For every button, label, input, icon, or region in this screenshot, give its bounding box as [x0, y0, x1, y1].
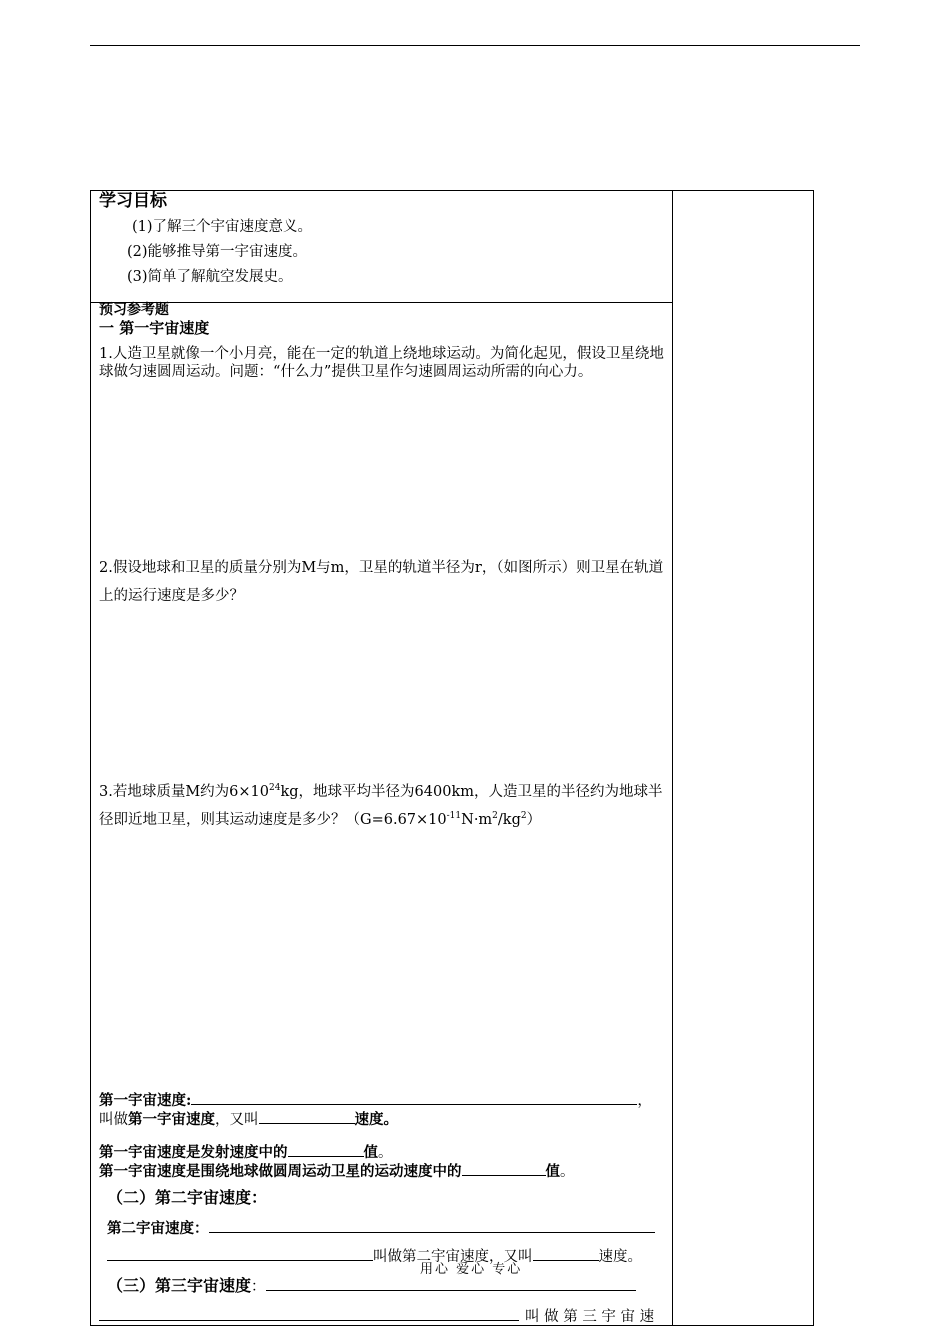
- first-speed-def-line: 第一宇宙速度: ，: [99, 1092, 652, 1109]
- blank-second-speed-cont[interactable]: [107, 1246, 373, 1261]
- first-speed-launch-line: 第一宇宙速度是发射速度中的 值。: [99, 1144, 393, 1161]
- question-3: 3.若地球质量M约为$6\times 10^{24}kg$，地球平均半径为6400km，人造卫星的半径约为地球半径即近地卫星，则其运动速度是多少？$(G=6.67\times 10^{-11}N\cdot m^2/kg^2)$: [99, 783, 663, 828]
- objectives-title: 学习目标: [99, 191, 167, 211]
- question-1: 1.人造卫星就像一个小月亮，能在一定的轨道上绕地球运动。为简化起见，假设卫星绕地球做匀速圆周运动。问题：“什么力”提供卫星作匀速圆周运动所需的向心力。: [99, 346, 664, 380]
- section-first-speed: 一 第一宇宙速度: [99, 319, 210, 337]
- page-footer: 用心 爱心 专心: [420, 1262, 523, 1277]
- blank-launch-extreme[interactable]: [288, 1142, 364, 1157]
- preview-title: 预习参考题: [99, 302, 169, 318]
- objective-item-2: (2)能够推导第一宇宙速度。: [127, 244, 308, 260]
- blank-orbit-extreme[interactable]: [462, 1161, 546, 1176]
- header-rule: [90, 45, 860, 46]
- third-speed-title-line: （三）第三宇宙速度：: [107, 1276, 636, 1296]
- blank-second-speed-alias[interactable]: [533, 1246, 599, 1261]
- blank-third-speed-def[interactable]: [266, 1276, 636, 1291]
- objective-item-1: (1)了解三个宇宙速度意义。: [132, 219, 313, 235]
- third-speed-name-line: 叫 做 第 三 宇 宙 速: [99, 1306, 654, 1326]
- blank-first-speed-def[interactable]: [191, 1090, 637, 1105]
- second-speed-title: （二）第二宇宙速度：: [107, 1188, 268, 1207]
- row-divider: [90, 302, 673, 303]
- question-2: 2.假设地球和卫星的质量分别为M与m，卫星的轨道半径为r，（如图所示）则卫星在轨道上的运行速度是多少？: [99, 560, 664, 604]
- column-divider: [672, 190, 673, 1326]
- objective-item-3: (3)简单了解航空发展史。: [127, 269, 293, 285]
- first-speed-orbit-line: 第一宇宙速度是围绕地球做圆周运动卫星的运动速度中的 值。: [99, 1163, 575, 1180]
- blank-third-speed-cont[interactable]: [99, 1306, 519, 1321]
- first-speed-name-line: 叫做第一宇宙速度，又叫 速度。: [99, 1111, 398, 1128]
- blank-first-speed-alias[interactable]: [259, 1109, 355, 1124]
- blank-second-speed-def[interactable]: [209, 1218, 655, 1233]
- second-speed-def-line: 第二宇宙速度：: [107, 1218, 655, 1238]
- second-speed-name-line: 叫做第二宇宙速度，又叫 速度。: [107, 1246, 642, 1266]
